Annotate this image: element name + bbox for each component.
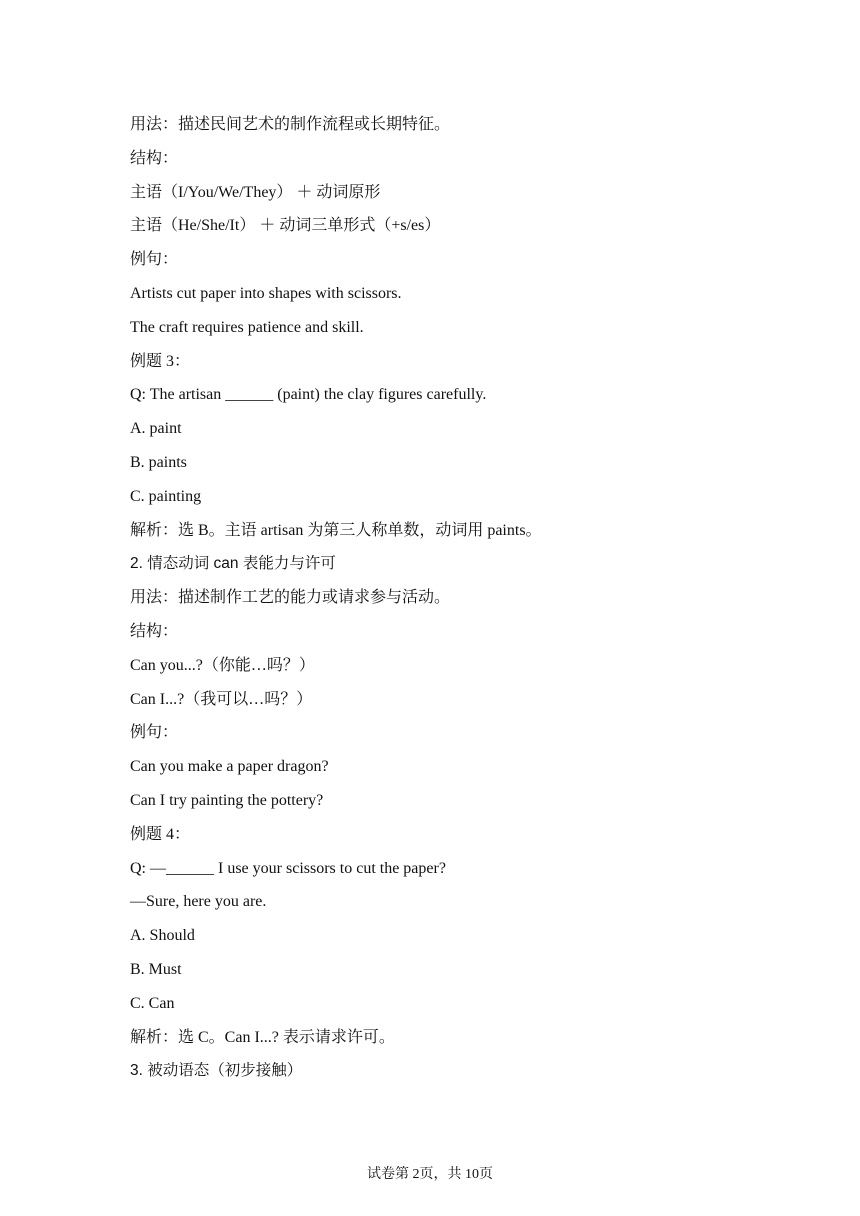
exercise-explanation: 解析：选 C。Can I...? 表示请求许可。 <box>130 1028 395 1046</box>
example-sentence: Artists cut paper into shapes with scissors. <box>130 284 402 302</box>
answer-option: A. paint <box>130 420 182 438</box>
exercise-heading: 例题 3： <box>130 352 191 370</box>
structure-line: 主语（He/She/It） ＋ 动词三单形式（+s/es） <box>130 217 441 235</box>
section-heading: 2. 情态动词 can 表能力与许可 <box>130 555 336 573</box>
example-sentence: The craft requires patience and skill. <box>130 318 364 336</box>
section-heading: 3. 被动语态（初步接触） <box>130 1062 303 1080</box>
structure-heading: 结构： <box>130 149 179 167</box>
structure-heading: 结构： <box>130 622 179 640</box>
structure-line: 主语（I/You/We/They） ＋ 动词原形 <box>130 183 381 201</box>
answer-option: C. Can <box>130 994 175 1012</box>
page-content <box>130 108 750 1088</box>
page-footer: 试卷第 2页，共 10页 <box>367 1167 493 1182</box>
example-sentence: Can you make a paper dragon? <box>130 758 329 776</box>
usage-line: 用法：描述制作工艺的能力或请求参与活动。 <box>130 589 451 607</box>
exercise-heading: 例题 4： <box>130 825 191 843</box>
exercise-explanation: 解析：选 B。主语 artisan 为第三人称单数，动词用 paints。 <box>130 521 542 539</box>
answer-option: A. Should <box>130 927 195 945</box>
example-heading: 例句： <box>130 251 179 269</box>
answer-option: B. paints <box>130 453 187 471</box>
structure-line: Can I...?（我可以…吗？） <box>130 690 313 708</box>
exercise-response: —Sure, here you are. <box>130 893 267 911</box>
usage-line: 用法：描述民间艺术的制作流程或长期特征。 <box>130 116 451 133</box>
answer-option: C. painting <box>130 487 202 505</box>
structure-line: Can you...?（你能…吗？） <box>130 656 315 674</box>
answer-option: B. Must <box>130 960 182 978</box>
exercise-question: Q: The artisan ______ (paint) the clay figures carefully. <box>130 386 487 404</box>
exercise-question: Q: —______ I use your scissors to cut the paper? <box>130 859 446 877</box>
example-sentence: Can I try painting the pottery? <box>130 791 324 809</box>
example-heading: 例句： <box>130 724 179 742</box>
